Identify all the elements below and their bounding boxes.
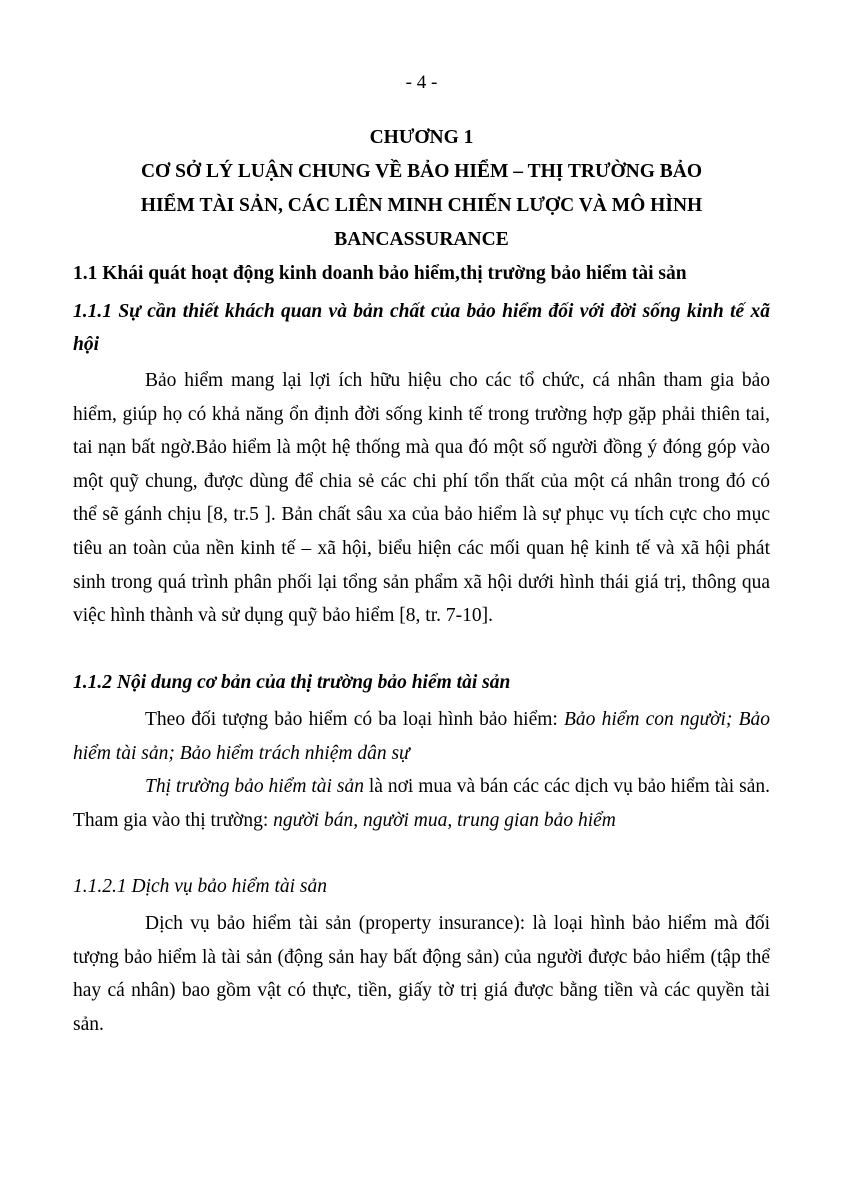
chapter-title-line-3: BANCASSURANCE (334, 229, 509, 250)
section-1-1-1-paragraph: Bảo hiểm mang lại lợi ích hữu hiệu cho các tổ chức, cá nhân tham gia bảo hiểm, giúp họ có khả năng ổn định đời sống kinh tế trong trường hợp gặp phải thiên tai, tai nạn bất ngờ.Bảo hiểm là một hệ thống mà qua đó một số người đồng ý đóng góp vào một quỹ chung, được dùng để chia sẻ các chi phí tổn thất của một cá nhân trong đó có thể sẽ gánh chịu [8, tr.5 ]. Bản chất sâu xa của bảo hiểm là sự phục vụ tích cực cho mục tiêu an toàn của nền kinh tế – xã hội, biểu hiện các mối quan hệ kinh tế và xã hội phát sinh trong quá trình phân phối lại tổng sản phẩm xã hội dưới hình thái giá trị, thông qua việc hình thành và sử dụng quỹ bảo hiểm [8, tr. 7-10]. (73, 370, 770, 627)
section-1-1-1-heading: 1.1.1 Sự cần thiết khách quan và bản chất của bảo hiểm đối với đời sống kinh tế xã hội (73, 301, 770, 355)
section-1-1-2-paragraph-1 (73, 703, 770, 770)
participants-italic: người bán, người mua, trung gian bảo hiểm (273, 809, 616, 831)
page-number: - 4 - (405, 72, 438, 93)
section-1-1-2-1-heading: 1.1.2.1 Dịch vụ bảo hiểm tài sản (73, 876, 328, 897)
chapter-label: CHƯƠNG 1 (369, 127, 474, 148)
chapter-title-line-2: HIỂM TÀI SẢN, CÁC LIÊN MINH CHIẾN LƯỢC VÀ MÔ HÌNH (140, 195, 703, 216)
section-1-1-2-1-paragraph: Dịch vụ bảo hiểm tài sản (property insurance): là loại hình bảo hiểm mà đối tượng bảo hiểm là tài sản (động sản hay bất động sản) của người được bảo hiểm (tập thể hay cá nhân) bao gồm vật có thực, tiền, giấy tờ trị giá được bằng tiền và các quyền tài sản. (73, 913, 770, 1035)
chapter-title-line-1: CƠ SỞ LÝ LUẬN CHUNG VỀ BẢO HIỂM – THỊ TRƯỜNG BẢO (140, 161, 703, 182)
paragraph-text: Theo đối tượng bảo hiểm có ba loại hình bảo hiểm: (145, 709, 564, 730)
insurance-types-italic: Bảo hiểm con người; Bảo hiểm tài sản; Bảo hiểm trách nhiệm dân sự (73, 709, 770, 764)
market-term-italic: Thị trường bảo hiểm tài sản (145, 776, 364, 797)
section-1-1-2-heading: 1.1.2 Nội dung cơ bản của thị trường bảo hiểm tài sản (73, 672, 511, 693)
paragraph-text: là nơi mua và bán các các dịch vụ bảo hiểm tài sản. Tham gia vào thị trường: (73, 776, 770, 831)
section-1-1-2-paragraph-2 (73, 770, 770, 837)
section-1-1-heading: 1.1 Khái quát hoạt động kinh doanh bảo hiểm,thị trường bảo hiểm tài sản (73, 263, 687, 284)
